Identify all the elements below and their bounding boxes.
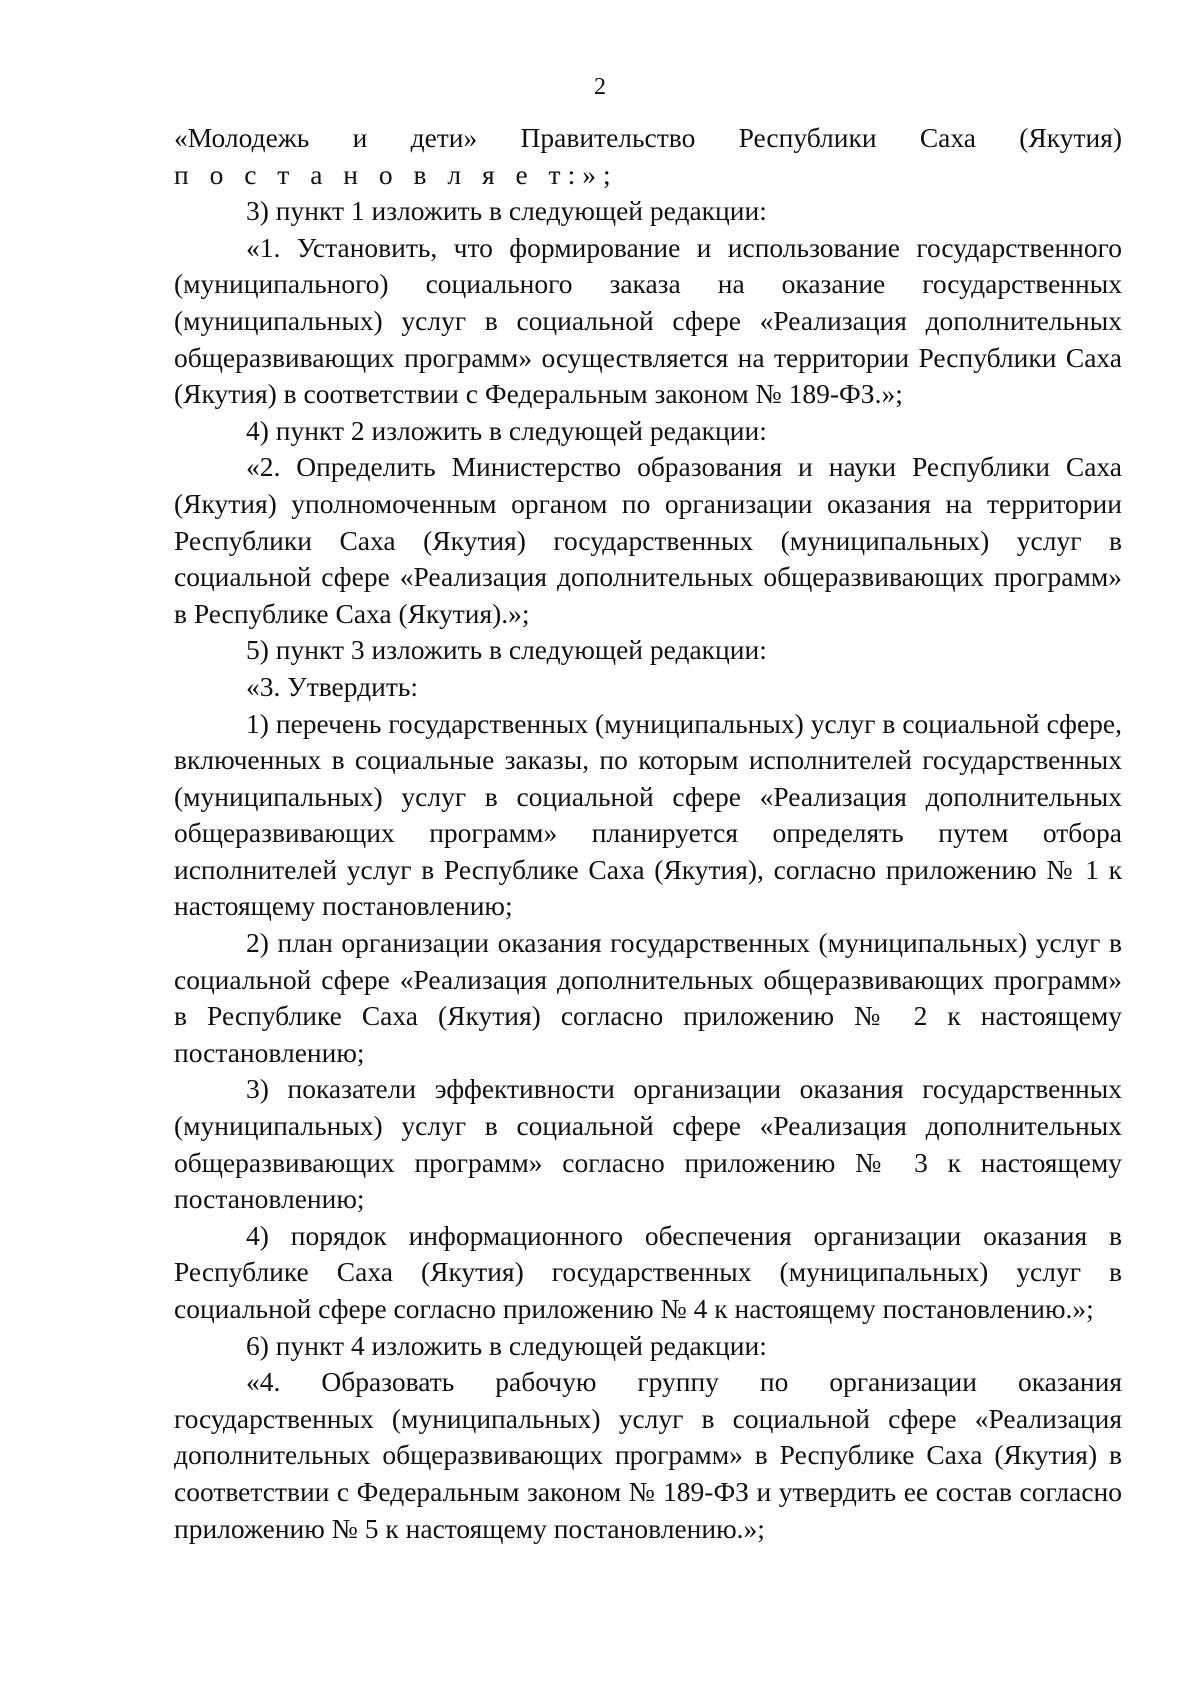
paragraph-clause-1: «1. Установить, что формирование и использование государственного (муниципального) социального заказа на оказание государственных (муниципальных) услуг в социальной сфере «Реализация дополнительных общеразвивающих программ» осуществляется на территории Республики Саха (Якутия) в соответствии с Федеральным законом № 189-ФЗ.»;: [174, 231, 1122, 410]
paragraph-amendment-6: 6) пункт 4 изложить в следующей редакции:: [246, 1329, 767, 1361]
page-number: 2: [594, 74, 606, 100]
paragraph-amendment-5: 5) пункт 3 изложить в следующей редакции:: [246, 634, 767, 666]
paragraph-amendment-4: 4) пункт 2 изложить в следующей редакции:: [246, 414, 767, 446]
document-body: [174, 120, 1122, 1547]
paragraph-clause-3: «3. Утвердить:: [246, 670, 419, 702]
paragraph-clause-2: «2. Определить Министерство образования и науки Республики Саха (Якутия) уполномоченным органом по организации оказания на территории Республики Саха (Якутия) государственных (муниципальных) услуг в социальной сфере «Реализация дополнительных общеразвивающих программ» в Республике Саха (Якутия).»;: [174, 451, 1122, 629]
paragraph-intro: [174, 120, 1122, 193]
paragraph-amendment-3: 3) пункт 1 изложить в следующей редакции:: [246, 195, 767, 227]
paragraph-item-2: 2) план организации оказания государственных (муниципальных) услуг в социальной сфере «Реализация дополнительных общеразвивающих программ» в Республике Саха (Якутия) согласно приложению № 2 к настоящему постановлению;: [174, 927, 1122, 1068]
paragraph-item-1: 1) перечень государственных (муниципальных) услуг в социальной сфере, включенных в социальные заказы, по которым исполнителей государственных (муниципальных) услуг в социальной сфере «Реализация дополнительных общеразвивающих программ» планируется определять путем отбора исполнителей услуг в Республике Саха (Якутия), согласно приложению № 1 к настоящему постановлению;: [174, 707, 1122, 922]
paragraph-intro-line-1: «Молодежь и дети» Правительство Республики Саха (Якутия): [174, 122, 1122, 153]
paragraph-item-4: 4) порядок информационного обеспечения организации оказания в Республике Саха (Якутия) государственных (муниципальных) услуг в социальной сфере согласно приложению № 4 к настоящему постановлению.»;: [174, 1219, 1122, 1324]
paragraph-clause-4: «4. Образовать рабочую группу по организации оказания государственных (муниципальных) услуг в социальной сфере «Реализация дополнительных общеразвивающих программ» в Республике Саха (Якутия) в соответствии с Федеральным законом № 189-ФЗ и утвердить ее состав согласно приложению № 5 к настоящему постановлению.»;: [174, 1366, 1122, 1544]
paragraph-item-3: 3) показатели эффективности организации оказания государственных (муниципальных) услуг в социальной сфере «Реализация дополнительных общеразвивающих программ» согласно приложению № 3 к настоящему постановлению;: [174, 1073, 1122, 1215]
paragraph-intro-line-2: п о с т а н о в л я е т:»;: [174, 158, 618, 190]
